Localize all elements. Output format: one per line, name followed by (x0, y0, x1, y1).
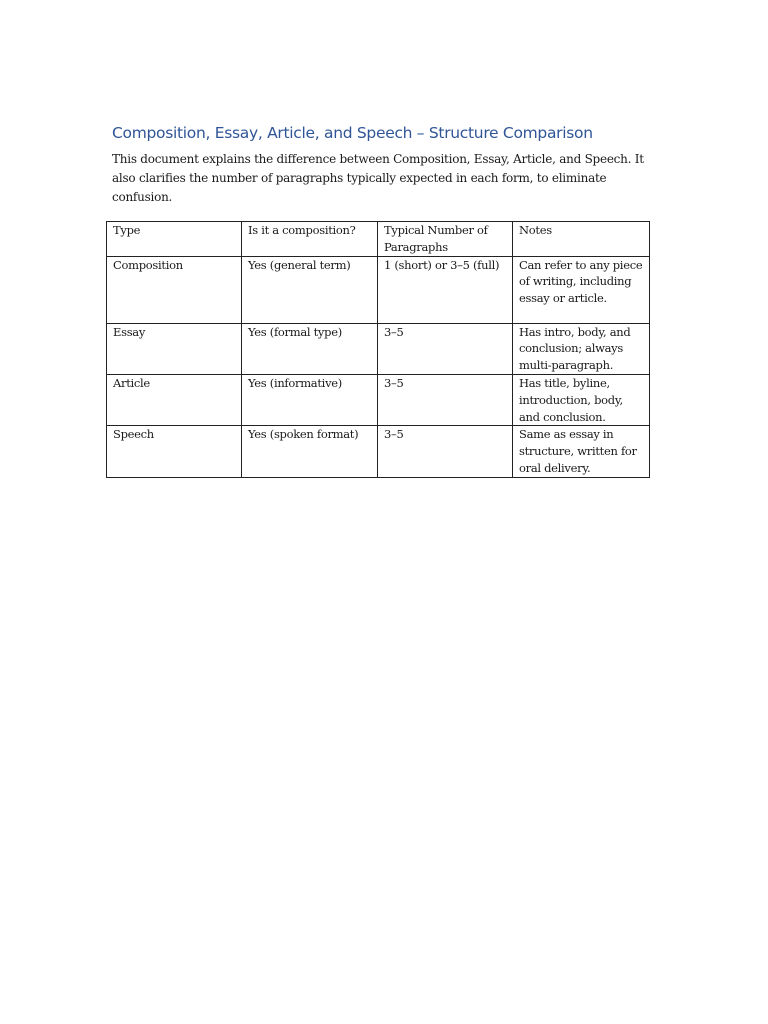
cell-paragraph-count: 3–5 (378, 374, 513, 425)
table-row (107, 323, 650, 374)
table-row (107, 374, 650, 425)
cell-is-composition: Yes (informative) (242, 374, 378, 425)
header-type: Type (107, 222, 242, 257)
cell-paragraph-count: 3–5 (378, 323, 513, 374)
cell-notes: Can refer to any piece of writing, including essay or article. (513, 256, 650, 323)
cell-paragraph-count: 1 (short) or 3–5 (full) (378, 256, 513, 323)
cell-type: Composition (107, 256, 242, 323)
table-row (107, 256, 650, 323)
cell-type: Article (107, 374, 242, 425)
cell-is-composition: Yes (spoken format) (242, 426, 378, 477)
cell-type: Speech (107, 426, 242, 477)
cell-notes: Has title, byline, introduction, body, and conclusion. (513, 374, 650, 425)
header-paragraph-count: Typical Number of Paragraphs (378, 222, 513, 257)
document-intro: This document explains the difference between Composition, Essay, Article, and Speech. It also clarifies the number of paragraphs typically expected in each form, to eliminate confusion. (112, 152, 644, 204)
document-title: Composition, Essay, Article, and Speech – Structure Comparison (112, 124, 593, 142)
cell-type: Essay (107, 323, 242, 374)
table-header-row (107, 222, 650, 257)
structure-comparison-table (106, 221, 650, 478)
header-is-composition: Is it a composition? (242, 222, 378, 257)
cell-notes: Same as essay in structure, written for oral delivery. (513, 426, 650, 477)
cell-is-composition: Yes (general term) (242, 256, 378, 323)
cell-is-composition: Yes (formal type) (242, 323, 378, 374)
header-notes: Notes (513, 222, 650, 257)
cell-notes: Has intro, body, and conclusion; always multi-paragraph. (513, 323, 650, 374)
table-row (107, 426, 650, 477)
cell-paragraph-count: 3–5 (378, 426, 513, 477)
